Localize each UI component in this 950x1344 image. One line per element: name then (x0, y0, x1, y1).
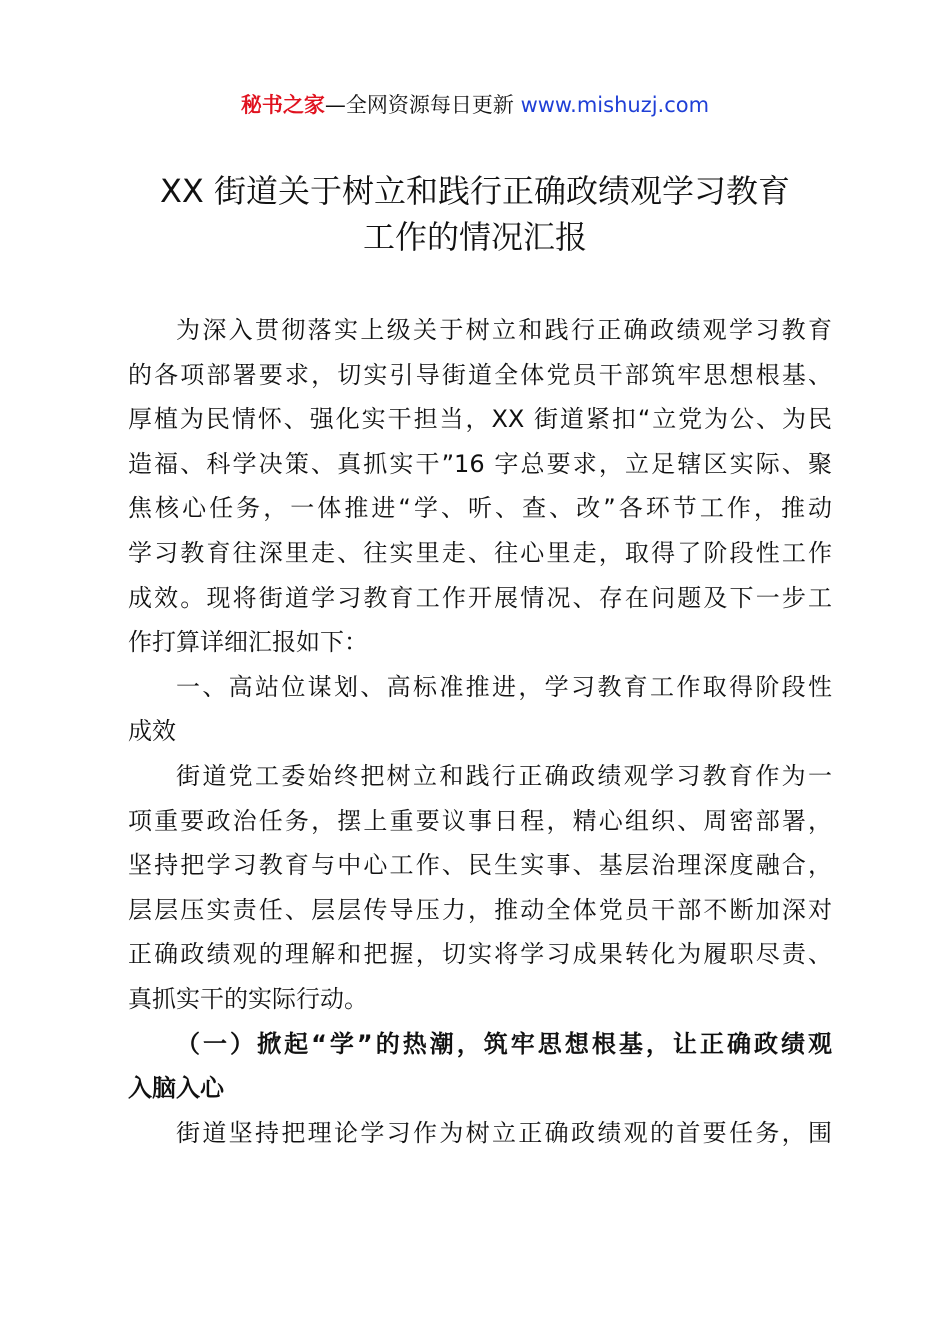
brand-name[interactable]: 秘书之家 (240, 93, 325, 117)
section-heading-1-cont: 成效 (128, 717, 176, 746)
text-line: 正确政绩观的理解和把握，切实将学习成果转化为履职尽责、 (128, 940, 832, 969)
title-line-1: XX 街道关于树立和践行正确政绩观学习教育 (159, 172, 791, 210)
text-line: 造福、科学决策、真抓实干”16 字总要求，立足辖区实际、聚 (128, 449, 832, 478)
subsection-heading-1: （一）掀起“学”的热潮，筑牢思想根基，让正确政绩观 (176, 1029, 832, 1058)
text-line: 项重要政治任务，摆上重要议事日程，精心组织、周密部署， (128, 806, 832, 835)
site-url-link[interactable]: www.mishuzj.com (520, 93, 710, 117)
text-line: 作打算详细汇报如下： (128, 628, 368, 657)
text-line: 焦核心任务，一体推进“学、听、查、改”各环节工作，推动 (128, 494, 832, 523)
section-heading-1: 一、高站位谋划、高标准推进，学习教育工作取得阶段性 (176, 672, 832, 701)
subsection-heading-1-cont: 入脑入心 (128, 1074, 224, 1103)
text-line: 街道坚持把理论学习作为树立正确政绩观的首要任务，围 (176, 1118, 832, 1147)
text-line: 为深入贯彻落实上级关于树立和践行正确政绩观学习教育 (176, 316, 832, 344)
text-line: 街道党工委始终把树立和践行正确政绩观学习教育作为一 (176, 761, 832, 790)
text-line: 真抓实干的实际行动。 (128, 984, 368, 1013)
document-title (100, 168, 850, 260)
text-line: 学习教育往深里走、往实里走、往心里走，取得了阶段性工作 (128, 538, 832, 567)
title-line-2: 工作的情况汇报 (362, 218, 587, 256)
text-line: 坚持把学习教育与中心工作、民生实事、基层治理深度融合， (128, 851, 832, 880)
site-banner (0, 88, 950, 122)
document-body (128, 308, 832, 1155)
text-line: 的各项部署要求，切实引导街道全体党员干部筑牢思想根基、 (128, 360, 832, 389)
text-line: 层层压实责任、层层传导压力，推动全体党员干部不断加深对 (128, 895, 832, 924)
banner-slogan: —全网资源每日更新 (324, 93, 514, 117)
text-line: 成效。现将街道学习教育工作开展情况、存在问题及下一步工 (128, 583, 832, 612)
text-line: 厚植为民情怀、强化实干担当，XX 街道紧扣“立党为公、为民 (128, 405, 832, 434)
